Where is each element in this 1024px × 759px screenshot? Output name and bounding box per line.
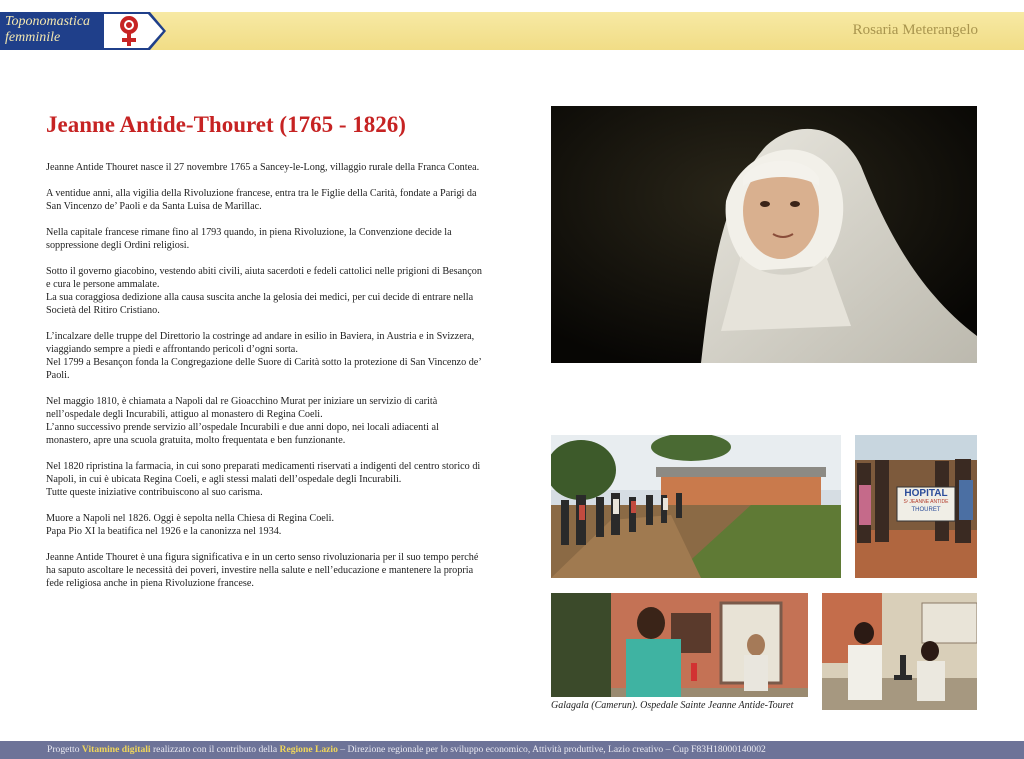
paragraph-line: Sotto il governo giacobino, vestendo abiti civili, aiuta sacerdoti e fedeli cattolici nelle prigioni di Besançon e cura le persone ammalate.	[46, 266, 482, 290]
biography-text	[46, 161, 486, 603]
paragraph	[46, 187, 486, 213]
paragraph-line: A ventidue anni, alla vigilia della Rivoluzione francese, entra tra le Figlie della Carità, fondate a Parigi da San Vincenzo de’ Paoli e da Santa Luisa de Marillac.	[46, 188, 477, 212]
paragraph-line: La sua coraggiosa dedizione alla causa suscita anche la gelosia dei medici, per cui decide di entrare nella Società del Ritiro Cristiano.	[46, 292, 474, 316]
paragraph	[46, 330, 486, 382]
footer-brand-vitamine: Vitamine digitali	[81, 744, 151, 755]
author-name: Rosaria Meterangelo	[852, 22, 978, 38]
sign-line-1: HOPITAL	[904, 488, 948, 499]
paragraph-line: Nel 1799 a Besançon fonda la Congregazione delle Suore di Carità sotto la protezione di San Vincenzo de’ Paoli.	[46, 357, 481, 381]
page-title: Jeanne Antide-Thouret (1765 - 1826)	[46, 112, 406, 137]
paragraph-line: L’incalzare delle truppe del Direttorio la costringe ad andare in esilio in Baviera, in Austria e in Svizzera, viaggiando sempre a piedi e affrontando pericoli d’ogni sorta.	[46, 331, 475, 355]
logo	[0, 12, 104, 50]
female-symbol-icon	[104, 12, 168, 50]
footer-text-1: Progetto	[47, 744, 82, 755]
hospital-crowd-photo	[551, 435, 841, 578]
hospital-crowd-illustration	[551, 435, 841, 578]
logo-line-1: Toponomastica	[5, 14, 91, 29]
sign-line-3: THOURET	[911, 507, 941, 513]
portrait-illustration	[551, 106, 977, 363]
paragraph	[46, 265, 486, 317]
paragraph	[46, 512, 486, 538]
hospital-sign-photo	[855, 435, 977, 578]
hospital-sign-text	[897, 488, 955, 514]
paragraph	[46, 161, 486, 174]
paragraph-line: Papa Pio XI la beatifica nel 1926 e la canonizza nel 1934.	[46, 526, 282, 537]
footer-text-2: realizzato con il contributo della	[150, 744, 280, 755]
hospital-staff-illustration	[551, 593, 808, 697]
paragraph-line: Jeanne Antide Thouret nasce il 27 novembre 1765 a Sancey-le-Long, villaggio rurale della Franca Contea.	[46, 162, 480, 173]
footer-brand-regione: Regione Lazio	[279, 744, 338, 755]
paragraph-line: Nella capitale francese rimane fino al 1793 quando, in piena Rivoluzione, la Convenzione decide la soppressione degli Ordini religiosi.	[46, 227, 452, 251]
paragraph-line: Nel 1820 ripristina la farmacia, in cui sono preparati medicamenti riservati a indigenti del centro storico di Napoli, in cui è ubicata Regina Coeli, e agli stessi malati dell’ospedale degli Incurabili.	[46, 461, 481, 485]
photo-caption: Galagala (Camerun). Ospedale Sainte Jeanne Antide-Touret	[551, 700, 794, 711]
sign-line-2: Sᵗ JEANNE ANTIDE	[903, 499, 949, 505]
paragraph	[46, 460, 486, 499]
footer-text-3: – Direzione regionale per lo sviluppo economico, Attività produttive, Lazio creativo – Cup F83H18000140002	[337, 744, 766, 755]
paragraph-line: Nel maggio 1810, è chiamata a Napoli dal re Gioacchino Murat per iniziare un servizio di carità nell’ospedale degli Incurabili, attiguo al monastero di Regina Coeli.	[46, 396, 438, 420]
footer-bar	[0, 741, 1024, 759]
paragraph-line: Tutte queste iniziative contribuiscono al suo carisma.	[46, 487, 263, 498]
portrait-photo	[551, 106, 977, 363]
paragraph-line: Muore a Napoli nel 1826. Oggi è sepolta nella Chiesa di Regina Coeli.	[46, 513, 335, 524]
hospital-staff-photo	[551, 593, 808, 697]
hospital-lab-photo	[822, 593, 977, 710]
logo-line-2: femminile	[5, 30, 61, 45]
paragraph-line: Jeanne Antide Thouret è una figura significativa e in un certo senso rivoluzionaria per il suo tempo perché ha saputo ascoltare le necessità dei poveri, investire nella salute e nell’educazione e mantenere la propria fede religiosa anche in piena Rivoluzione francese.	[46, 552, 479, 589]
paragraph	[46, 395, 486, 447]
paragraph	[46, 551, 486, 590]
paragraph	[46, 226, 486, 252]
logo-text	[5, 14, 90, 46]
hospital-lab-illustration	[822, 593, 977, 710]
paragraph-line: L’anno successivo prende servizio all’ospedale Incurabili e due anni dopo, nei locali adiacenti al monastero, apre una scuola gratuita, molto frequentata e ben funzionante.	[46, 422, 439, 446]
header-bar	[0, 12, 1024, 50]
